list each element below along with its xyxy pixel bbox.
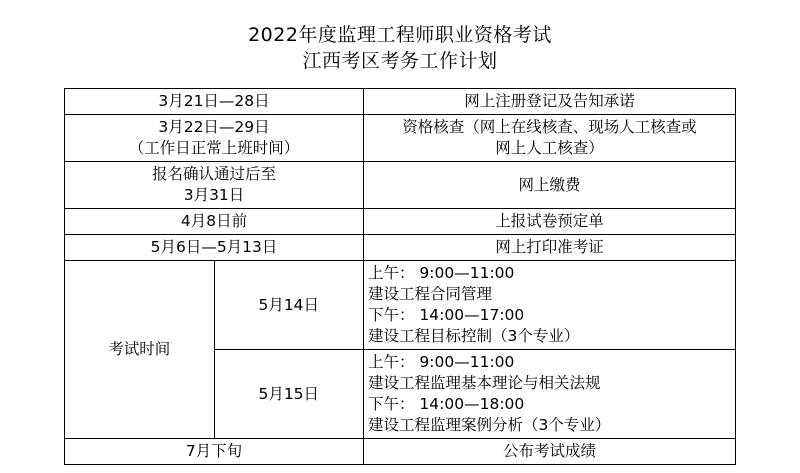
row-date-line: （工作日正常上班时间） xyxy=(128,139,300,157)
schedule-table xyxy=(64,88,736,465)
exam-date: 5月14日 xyxy=(214,261,364,350)
table-row xyxy=(65,235,736,261)
exam-content-line: 下午： 14:00—18:00 xyxy=(368,395,525,413)
row-date: 5月6日—5月13日 xyxy=(65,235,364,261)
row-date xyxy=(65,162,364,209)
row-content xyxy=(364,115,736,162)
exam-content xyxy=(364,261,736,350)
row-date: 3月21日—28日 xyxy=(65,89,364,115)
table-row xyxy=(65,209,736,235)
row-content: 网上缴费 xyxy=(364,162,736,209)
exam-content-line: 建设工程监理基本理论与相关法规 xyxy=(368,374,601,392)
row-content: 网上注册登记及告知承诺 xyxy=(364,89,736,115)
exam-content-line: 建设工程目标控制（3个专业） xyxy=(368,327,580,345)
row-content: 公布考试成绩 xyxy=(364,439,736,465)
table-row xyxy=(65,162,736,209)
title-line-2: 江西考区考务工作计划 xyxy=(302,50,498,72)
table-row xyxy=(65,115,736,162)
schedule-table-wrapper xyxy=(64,88,736,465)
row-content-line: 资格核查（网上在线核查、现场人工核查或 xyxy=(402,118,697,136)
row-date-line: 3月22日—29日 xyxy=(158,118,270,136)
row-date: 4月8日前 xyxy=(65,209,364,235)
row-content: 上报试卷预定单 xyxy=(364,209,736,235)
table-row xyxy=(65,89,736,115)
table-row xyxy=(65,439,736,465)
exam-time-label: 考试时间 xyxy=(65,261,215,439)
row-date-line: 报名确认通过后至 xyxy=(151,165,276,183)
exam-content-line: 上午： 9:00—11:00 xyxy=(368,264,515,282)
exam-content-line: 上午： 9:00—11:00 xyxy=(368,353,515,371)
exam-content-line: 下午： 14:00—17:00 xyxy=(368,306,525,324)
row-content: 网上打印准考证 xyxy=(364,235,736,261)
exam-content-line: 建设工程合同管理 xyxy=(368,285,493,303)
row-date: 7月下旬 xyxy=(65,439,364,465)
row-date xyxy=(65,115,364,162)
row-date-line: 3月31日 xyxy=(183,186,245,204)
table-row-exam xyxy=(65,261,736,350)
row-content-line: 网上人工核查） xyxy=(495,139,604,157)
exam-date: 5月15日 xyxy=(214,350,364,439)
exam-content xyxy=(364,350,736,439)
exam-content-line: 建设工程监理案例分析（3个专业） xyxy=(368,416,611,434)
title-line-1: 2022年度监理工程师职业资格考试 xyxy=(248,24,552,46)
page-title xyxy=(0,0,800,74)
